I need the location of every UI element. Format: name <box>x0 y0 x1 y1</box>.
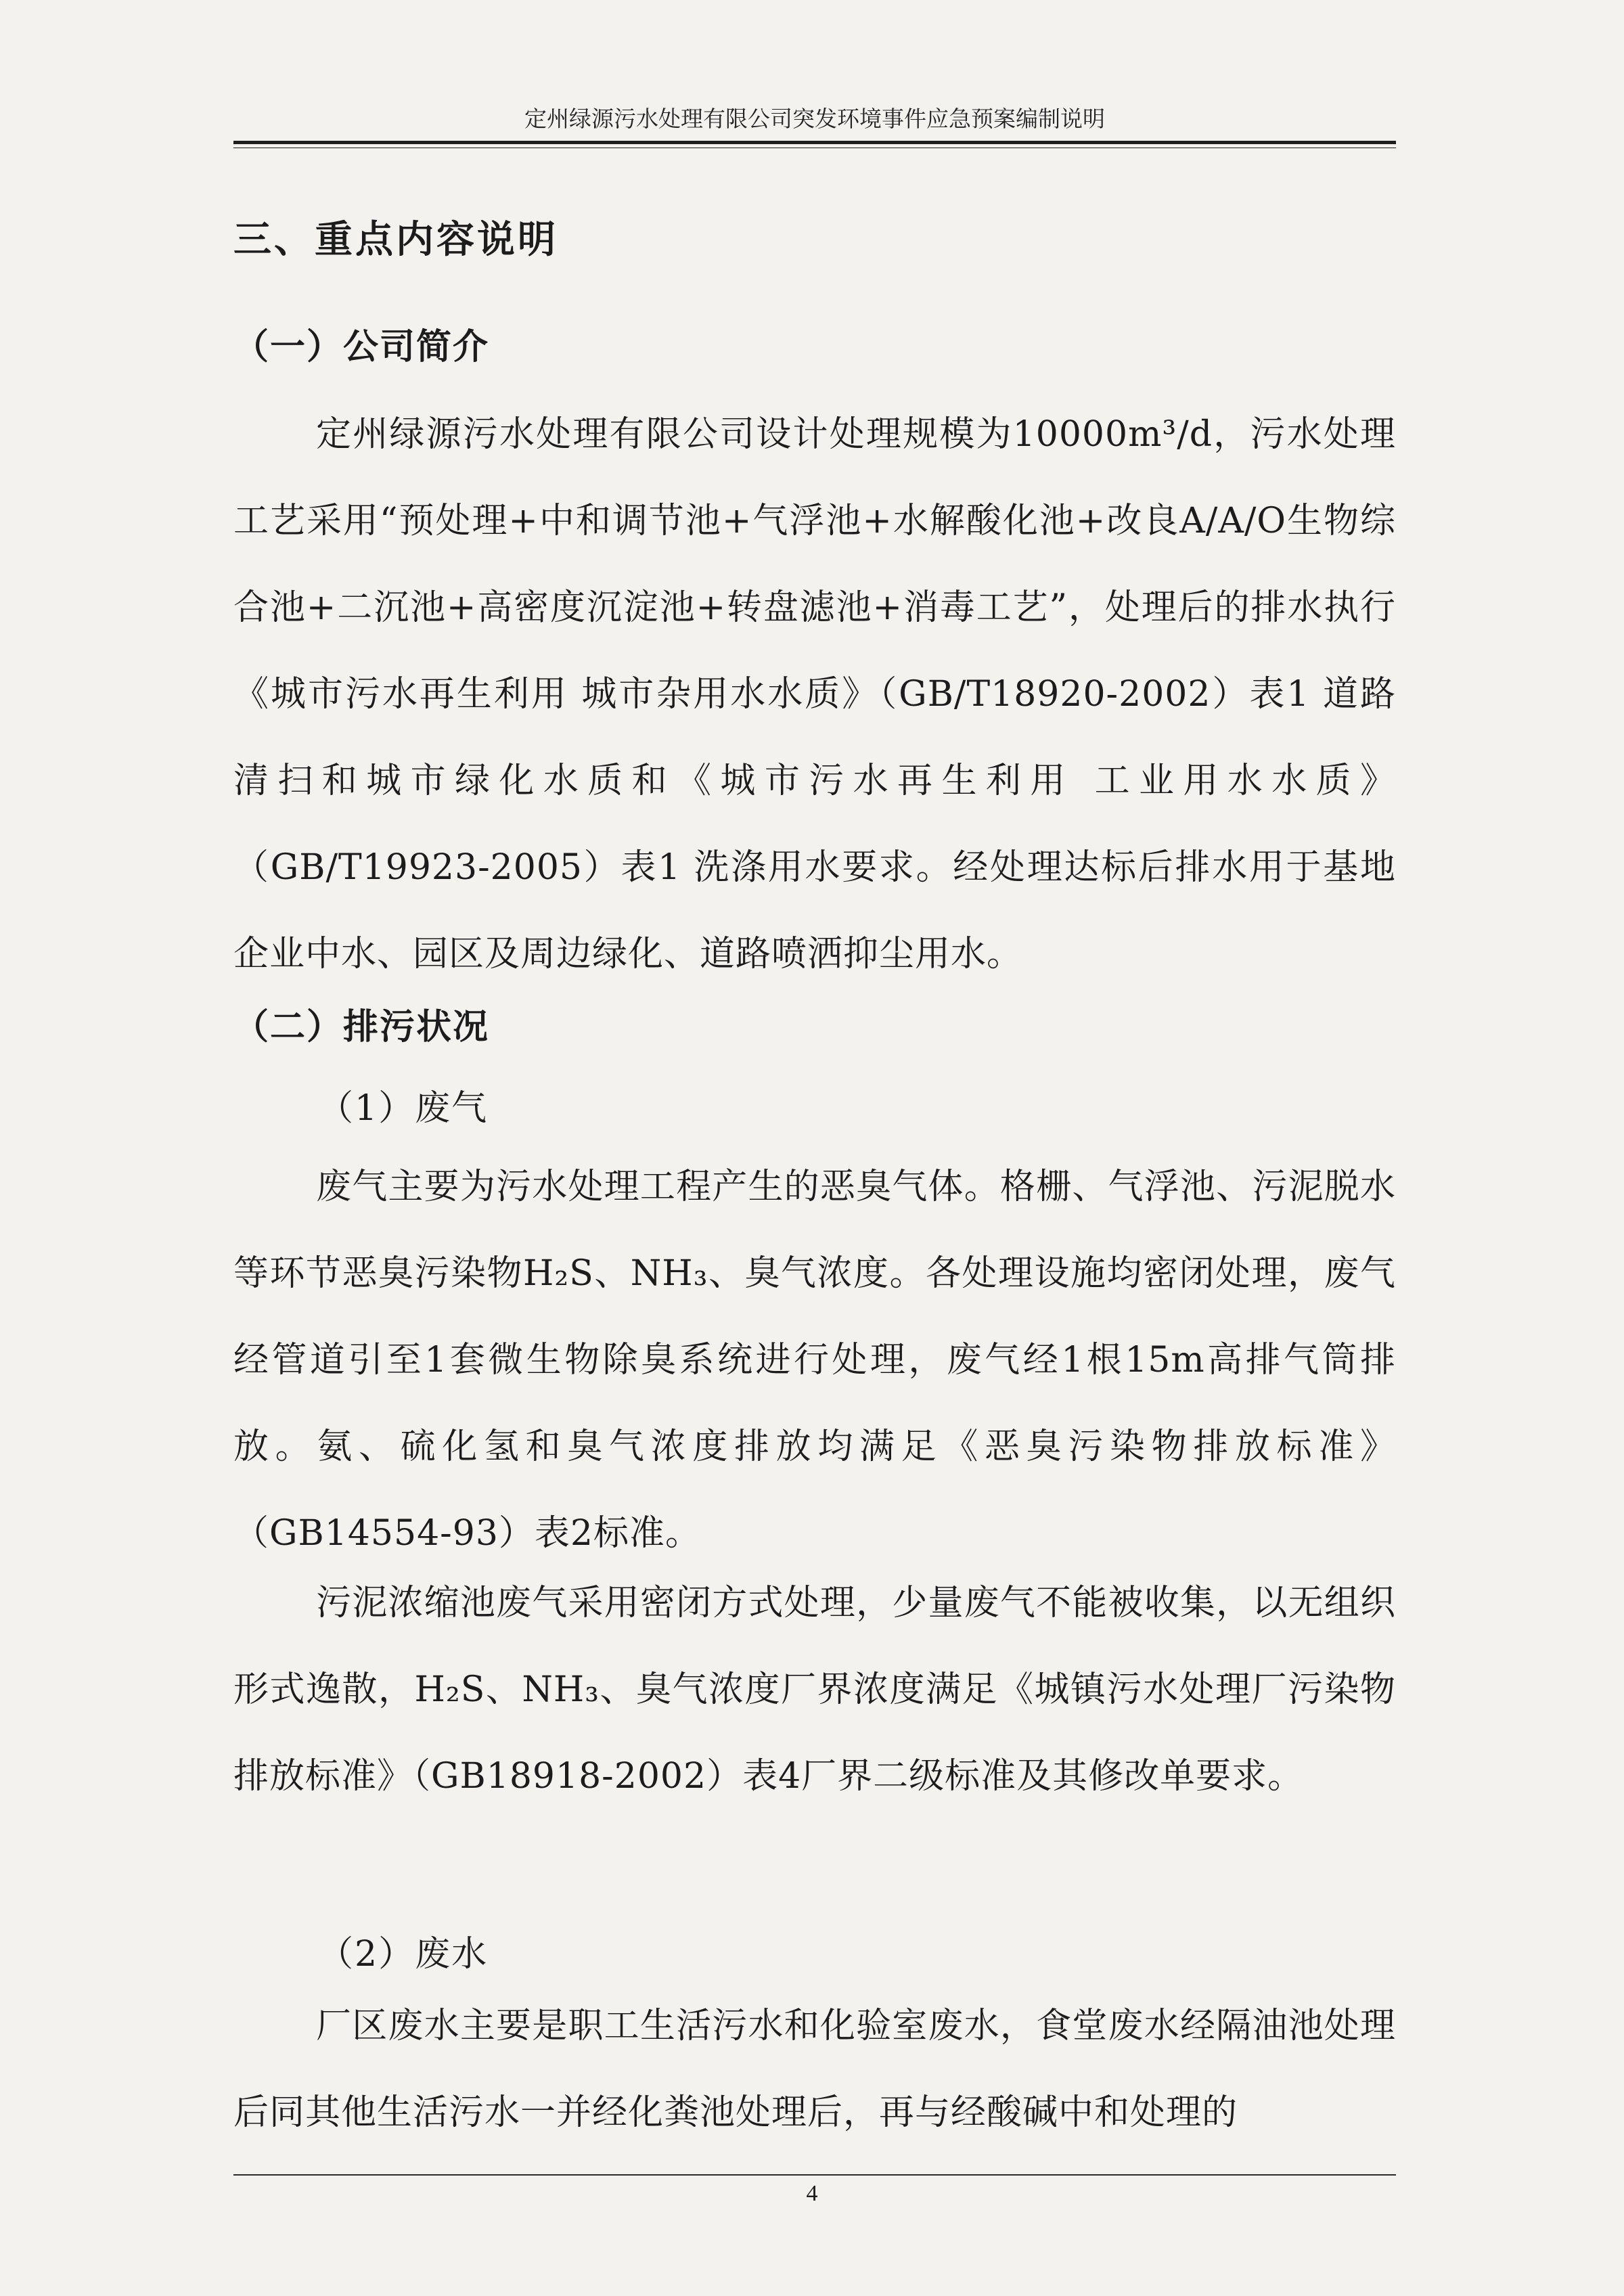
gas-paragraph-1: 废气主要为污水处理工程产生的恶臭气体。格栅、气浮池、污泥脱水等环节恶臭污染物H₂S、NH₃、臭气浓度。各处理设施均密闭处理，废气经管道引至1套微生物除臭系统进行处理，废气经1根15m高排气筒排放。氨、硫化氢和臭气浓度排放均满足《恶臭污染物排放标准》（GB14554-93）表2标准。 <box>233 1167 1396 1554</box>
company-paragraph: 定州绿源污水处理有限公司设计处理规模为10000m³/d，污水处理工艺采用“预处理+中和调节池+气浮池+水解酸化池+改良A/A/O生物综合池+二沉池+高密度沉淀池+转盘滤池+消毒工艺”，处理后的排水执行《城市污水再生利用 城市杂用水水质》（GB/T18920-2002）表1 道路清扫和城市绿化水质和《城市污水再生利用 工业用水水质》（GB/T19923-2005）表1 洗涤用水要求。经处理达标后排水用于基地企业中水、园区及周边绿化、道路喷洒抑尘用水。 <box>233 414 1396 974</box>
section-title: 三、重点内容说明 <box>233 218 558 262</box>
page-number: 4 <box>806 2181 818 2206</box>
company-heading: （一）公司简介 <box>233 327 490 367</box>
header-rule-thick <box>233 141 1396 144</box>
water-heading: （2）废水 <box>318 1934 489 1975</box>
running-header: 定州绿源污水处理有限公司突发环境事件应急预案编制说明 <box>524 106 1105 132</box>
footer-rule <box>233 2174 1396 2176</box>
gas-paragraph-2: 污泥浓缩池废气采用密闭方式处理，少量废气不能被收集，以无组织形式逸散，H₂S、NH₃、臭气浓度厂界浓度满足《城镇污水处理厂污染物排放标准》（GB18918-2002）表4厂界二级标准及其修改单要求。 <box>233 1583 1396 1797</box>
emission-heading: （二）排污状况 <box>233 1007 490 1048</box>
gas-heading: （1）废气 <box>318 1088 489 1129</box>
water-paragraph-1: 厂区废水主要是职工生活污水和化验室废水，食堂废水经隔油池处理后同其他生活污水一并经化粪池处理后，再与经酸碱中和处理的 <box>233 2006 1396 2133</box>
